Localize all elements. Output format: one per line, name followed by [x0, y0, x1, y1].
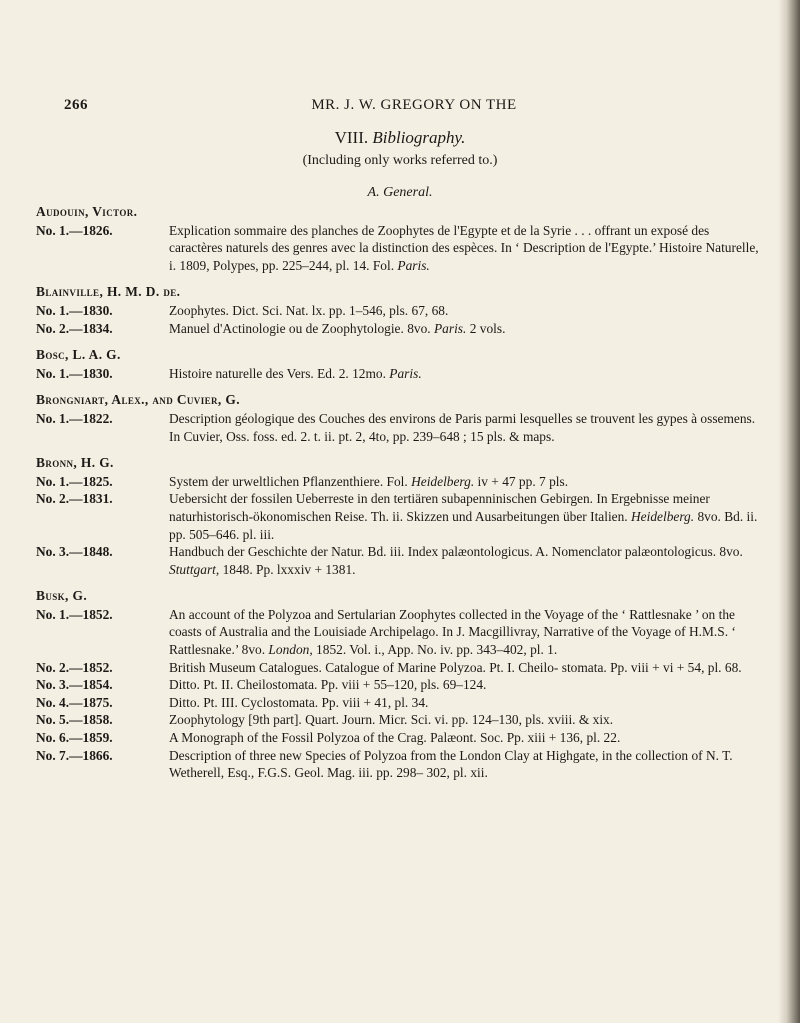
entry-text: 1848. Pp. lxxxiv + 1381.	[219, 561, 356, 577]
section-number: VIII.	[334, 128, 369, 147]
entry-number: No. 1.—1830.	[36, 365, 113, 381]
entry-text: Uebersicht der fossilen Ueberreste in den tertiären subapenninischen Gebirgen. In Ergebnisse meiner naturhistorisch-ökonomischen Reise. Th. ii. Skizzen und Ausarbeitungen über Italien.	[169, 491, 710, 524]
bib-entry	[36, 606, 764, 659]
page-edge-shadow	[778, 0, 800, 1023]
entry-description	[169, 490, 764, 543]
entry-text: Ditto. Pt. II. Cheilostomata. Pp. viii + 55–120, pls. 69–124.	[169, 677, 487, 693]
entry-number: No. 2.—1831.	[36, 491, 113, 507]
bib-entry	[36, 676, 764, 694]
author-heading: Blainville, H. M. D. de.	[36, 284, 181, 300]
bib-entry	[36, 410, 764, 445]
entry-text: British Museum Catalogues. Catalogue of Marine Polyzoa. Pt. I. Cheilo- stomata. Pp. viii + vi + 54, pl. 68.	[169, 659, 742, 675]
entry-text: Handbuch der Geschichte der Natur. Bd. iii. Index palæontologicus. A. Nomenclator palæontologicus. 8vo.	[169, 544, 743, 560]
entry-description	[169, 222, 764, 275]
subsection-heading: A. General.	[367, 185, 433, 200]
bib-entry	[36, 747, 764, 782]
entry-text: Description géologique des Couches des environs de Paris parmi lesquelles se trouvent les gypes à ossemens. In Cuvier, Oss. foss. ed. 2. t. ii. pt. 2, 4to, pp. 239–648 ; 15 pls. & maps.	[169, 410, 756, 444]
entry-description	[169, 747, 764, 782]
entry-description	[169, 543, 764, 578]
entry-text: 1852. Vol. i., App. No. iv. pp. 343–402, pl. 1.	[312, 642, 558, 658]
author-heading: Busk, G.	[36, 588, 88, 604]
entry-text: An account of the Polyzoa and Sertularian Zoophytes collected in the Voyage of the ‘ Rattlesnake ’ on the coasts of Australia and the Louisiade Archipelago. In J. Macgillivray, Narrative of the Voyage of H.M.S. ‘ Rattlesnake.’ 8vo.	[169, 606, 736, 658]
page-header	[64, 97, 764, 117]
author-heading: Audouin, Victor.	[36, 204, 138, 219]
entry-description	[169, 659, 764, 677]
bib-entry	[36, 490, 764, 543]
entry-description	[169, 606, 764, 659]
italic-text: Heidelberg.	[631, 508, 695, 524]
entry-text: Manuel d'Actinologie ou de Zoophytologie. 8vo.	[169, 320, 434, 336]
bib-entry	[36, 473, 764, 491]
author-heading: Brongniart, Alex., and Cuvier, G.	[36, 392, 240, 408]
entry-number: No. 2.—1834.	[36, 320, 113, 336]
entry-number: No. 7.—1866.	[36, 747, 113, 763]
entry-number: No. 3.—1848.	[36, 544, 113, 560]
entry-text: Zoophytes. Dict. Sci. Nat. lx. pp. 1–546, pls. 67, 68.	[169, 302, 449, 318]
section-title-text: Bibliography.	[372, 128, 466, 147]
entry-text: Ditto. Pt. III. Cyclostomata. Pp. viii + 41, pl. 34.	[169, 694, 429, 710]
entry-text: 2 vols.	[466, 320, 506, 336]
italic-text: Paris.	[397, 257, 430, 273]
italic-text: Stuttgart,	[169, 561, 220, 577]
author-heading: Bosc, L. A. G.	[36, 347, 121, 363]
entry-number: No. 6.—1859.	[36, 730, 113, 746]
bib-entry	[36, 711, 764, 729]
running-title: MR. J. W. GREGORY ON THE	[311, 97, 517, 113]
entry-number: No. 1.—1852.	[36, 606, 113, 622]
bib-entry	[36, 659, 764, 677]
bib-entry	[36, 365, 764, 383]
italic-text: Paris.	[433, 320, 467, 336]
bib-entry	[36, 320, 764, 338]
bibliography-list	[36, 203, 764, 782]
italic-text: Paris.	[389, 365, 422, 381]
entry-text: iv + 47 pp. 7 pls.	[474, 473, 569, 489]
bib-entry	[36, 729, 764, 747]
italic-text: Heidelberg.	[411, 473, 475, 489]
entry-description	[169, 711, 764, 729]
bib-entry	[36, 694, 764, 712]
entry-text: Zoophytology [9th part]. Quart. Journ. Micr. Sci. vi. pp. 124–130, pls. xviii. & xix.	[169, 712, 614, 728]
entry-description	[169, 302, 764, 320]
page-number: 266	[64, 97, 88, 113]
entry-number: No. 3.—1854.	[36, 677, 113, 693]
bib-entry	[36, 543, 764, 578]
entry-text: 8vo. Bd. ii. pp. 505–646. pl. iii.	[169, 508, 758, 542]
entry-description	[169, 473, 764, 491]
author-heading: Bronn, H. G.	[36, 455, 114, 471]
entry-text: A Monograph of the Fossil Polyzoa of the Crag. Palæont. Soc. Pp. xiii + 136, pl. 22.	[169, 730, 621, 746]
entry-number: No. 1.—1822.	[36, 410, 113, 426]
entry-description	[169, 676, 764, 694]
entry-number: No. 1.—1830.	[36, 302, 113, 318]
entry-number: No. 4.—1875.	[36, 694, 113, 710]
entry-text: Explication sommaire des planches de Zoophytes de l'Egypte et de la Syrie . . . offrant un exposé des caractères naturels des genres avec la distinction des espèces. In ‘ Description de l'Egypte.’ Histoire Naturelle, i. 1809, Polypes, pp. 225–244, pl. 14. Fol.	[169, 222, 759, 273]
entry-text: Description of three new Species of Polyzoa from the London Clay at Highgate, in the collection of N. T. Wetherell, Esq., F.G.S. Geol. Mag. iii. pp. 298– 302, pl. xii.	[169, 747, 733, 781]
bib-entry	[36, 222, 764, 275]
entry-number: No. 5.—1858.	[36, 712, 113, 728]
entry-number: No. 2.—1852.	[36, 659, 113, 675]
section-title	[0, 128, 800, 148]
entry-description	[169, 729, 764, 747]
section-subtitle: (Including only works referred to.)	[302, 153, 498, 168]
entry-number: No. 1.—1826.	[36, 222, 113, 238]
entry-text: System der urweltlichen Pflanzenthiere. Fol.	[169, 473, 412, 489]
entry-description	[169, 694, 764, 712]
entry-number: No. 1.—1825.	[36, 473, 113, 489]
entry-description	[169, 365, 764, 383]
entry-description	[169, 410, 764, 445]
italic-text: London,	[268, 642, 313, 658]
entry-description	[169, 320, 764, 338]
bib-entry	[36, 302, 764, 320]
entry-text: Histoire naturelle des Vers. Ed. 2. 12mo.	[169, 365, 390, 381]
